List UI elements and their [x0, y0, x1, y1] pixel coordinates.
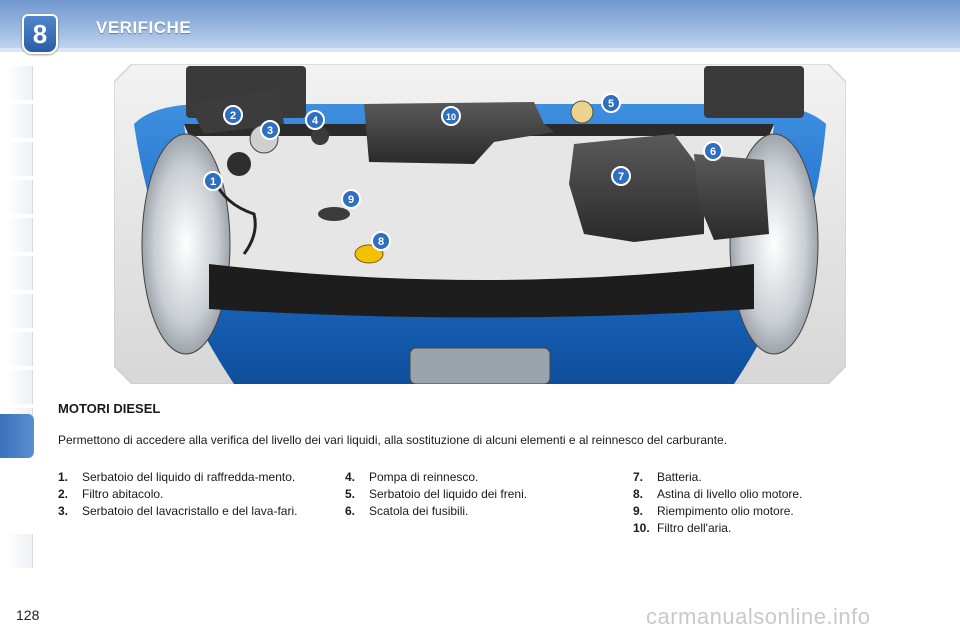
- legend-text: Scatola dei fusibili.: [369, 504, 469, 518]
- legend-number: 6.: [345, 504, 356, 518]
- callout-label: 8: [377, 236, 385, 248]
- chapter-tab[interactable]: [6, 66, 33, 100]
- legend-text: Serbatoio del liquido di raffredda-mento.: [82, 470, 296, 484]
- legend-item: [633, 487, 893, 502]
- callout-3: [261, 121, 279, 139]
- legend-item: [345, 470, 605, 485]
- chapter-tab[interactable]: [6, 142, 33, 176]
- legend-text: Batteria.: [657, 470, 702, 484]
- callout-label: 3: [266, 125, 274, 137]
- callout-8: [372, 232, 390, 250]
- callout-4: [306, 111, 324, 129]
- chapter-tab[interactable]: [6, 180, 33, 214]
- legend-text: Astina di livello olio motore.: [657, 487, 803, 501]
- callout-label: 6: [709, 146, 717, 158]
- legend-text: Filtro abitacolo.: [82, 487, 164, 501]
- legend-number: 3.: [58, 504, 69, 518]
- chapter-tabs: [0, 66, 32, 576]
- chapter-tab[interactable]: [6, 218, 33, 252]
- legend-number: 9.: [633, 504, 644, 518]
- legend-column-2: [345, 470, 605, 521]
- callout-10: [442, 107, 460, 125]
- legend-number: 8.: [633, 487, 644, 501]
- callout-label: 1: [209, 176, 217, 188]
- section-title: MOTORI DIESEL: [58, 401, 161, 416]
- legend-item: [633, 521, 893, 536]
- callout-2: [224, 106, 242, 124]
- callout-label: 7: [617, 171, 625, 183]
- legend-text: Serbatoio del liquido dei freni.: [369, 487, 528, 501]
- callout-6: [704, 142, 722, 160]
- chapter-tab[interactable]: [6, 534, 33, 568]
- chapter-badge: 8: [22, 14, 58, 54]
- legend-number: 1.: [58, 470, 69, 484]
- chapter-tab[interactable]: [6, 294, 33, 328]
- legend-text: Pompa di reinnesco.: [369, 470, 479, 484]
- legend-column-3: [633, 470, 893, 538]
- watermark: carmanualsonline.info: [646, 604, 871, 629]
- header-divider: [0, 48, 960, 52]
- callout-label: 10: [445, 112, 457, 122]
- callout-5: [602, 94, 620, 112]
- legend-number: 2.: [58, 487, 69, 501]
- callout-1: [204, 172, 222, 190]
- legend-item: [345, 487, 605, 502]
- chapter-tab[interactable]: [6, 332, 33, 366]
- legend-number: 10.: [633, 521, 650, 535]
- legend-item: [633, 470, 893, 485]
- legend-column-1: [58, 470, 328, 521]
- legend-number: 7.: [633, 470, 644, 484]
- section-intro: Permettono di accedere alla verifica del livello dei vari liquidi, alla sostituzione di alcuni elementi e al reinnesco del carburante.: [58, 433, 728, 447]
- callout-label: 5: [607, 98, 615, 110]
- legend-item: [633, 504, 893, 519]
- chapter-tab-active[interactable]: [0, 414, 34, 458]
- chapter-tab[interactable]: [6, 256, 33, 290]
- chapter-tab[interactable]: [6, 104, 33, 138]
- callout-label: 9: [347, 194, 355, 206]
- legend-item: [58, 504, 328, 519]
- legend-item: [58, 470, 328, 485]
- page-title: VERIFICHE: [96, 18, 192, 37]
- callout-7: [612, 167, 630, 185]
- legend-text: Riempimento olio motore.: [657, 504, 794, 518]
- legend-text: Filtro dell'aria.: [657, 521, 732, 535]
- callout-9: [342, 190, 360, 208]
- legend-number: 5.: [345, 487, 356, 501]
- legend-item: [58, 487, 328, 502]
- legend-text: Serbatoio del lavacristallo e del lava-fari.: [82, 504, 298, 518]
- chapter-tab[interactable]: [6, 370, 33, 404]
- engine-bay-figure: [114, 64, 846, 384]
- legend-number: 4.: [345, 470, 356, 484]
- callout-label: 4: [311, 115, 319, 127]
- page-number: 128: [16, 607, 40, 623]
- legend-item: [345, 504, 605, 519]
- callout-label: 2: [229, 110, 237, 122]
